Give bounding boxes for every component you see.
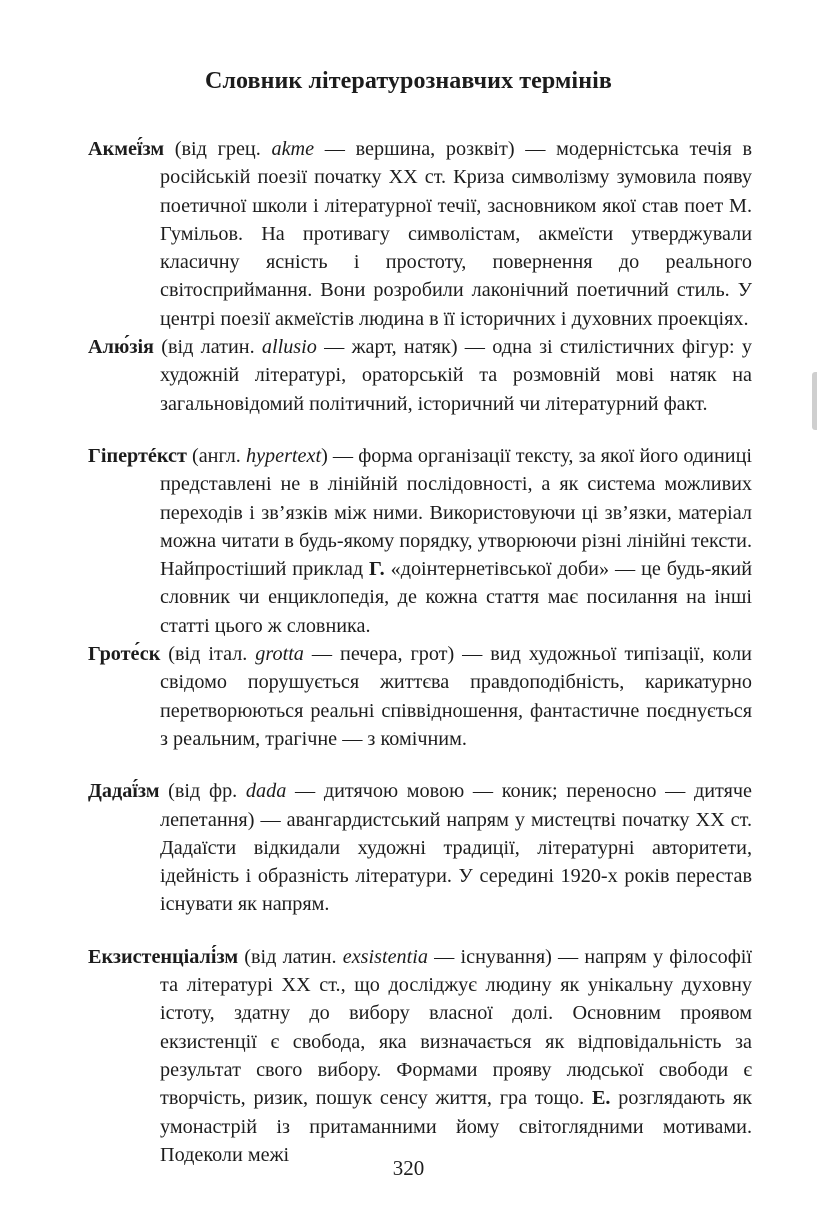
- entry-text: (від грец.: [164, 138, 272, 160]
- entry-text: — дитячою мовою — коник; переносно — дитяче лепетання) — авангардистський напрям у мистецтві початку XX ст. Дадаїсти відкидали художні традиції, літературні авторитети, ідейність і образність літератури. У середині 1920-х років перестав існувати як напрям.: [160, 780, 753, 916]
- scan-edge-shadow: [812, 372, 817, 430]
- entry-term: Гіпертéкст: [88, 444, 187, 467]
- glossary-entry-existentialism: [88, 943, 752, 1169]
- entry-text: — вершина, розквіт) — модерністська течія в російській поезії початку XX ст. Криза символізму зумовила появу поетичної школи і літературної течії, засновником якої став поет М. Гумільов. На противагу символістам, акмеїсти утверджували класичну ясність і простоту, повернення до реального світосприймання. Вони розробили лаконічний поетичний стиль. У центрі поезії акмеїстів людина в її історичних і духовних проекціях.: [160, 138, 752, 330]
- glossary-entry-allusion: [88, 333, 752, 418]
- entry-term: Дадаї́зм: [88, 780, 160, 803]
- entry-text: ) — форма організації тексту, за якої його одиниці представлені не в лінійній послідовності, а як система можливих переходів і зв’язків між ними. Використовуючи ці зв’язки, матеріал можна читати в будь-якому порядку, утворюючи різні лінійні тексти. Найпростіший приклад: [160, 444, 752, 581]
- entry-text: (англ.: [186, 444, 246, 467]
- entry-text: — жарт, натяк) — одна зі стилістичних фігур: у художній літературі, ораторській та розмовній мові натяк на загальновідомий політичний, історичний чи літературний факт.: [160, 336, 753, 415]
- entry-text: розглядають як умонастрій із притаманними йому світоглядними мотивами. Подеколи межі: [160, 1087, 752, 1166]
- entry-text: (від фр.: [159, 780, 246, 803]
- page-number: 320: [392, 1156, 425, 1180]
- entry-text: — існування) — напрям у філософії та літературі XX ст., що досліджує людину як унікальну духовну істоту, здатну до вибору власної долі. Основним проявом екзистенції є свобода, яка визначається як відповідальність за результат свого вибору. Формами прояву людської свободи є творчість, ризик, пошук сенсу життя, гра тощо.: [160, 945, 752, 1110]
- entry-text: (від італ.: [160, 643, 256, 666]
- glossary-entry-hypertext: [88, 442, 752, 640]
- entry-etymology: grotta: [255, 643, 304, 666]
- glossary-entry-grotesque: [88, 640, 752, 753]
- entry-etymology: hypertext: [245, 444, 322, 467]
- entry-term: Гроте́ск: [88, 643, 161, 666]
- entry-abbreviation: Е.: [591, 1087, 611, 1110]
- entry-term: Екзистенціалі́зм: [88, 945, 239, 968]
- entry-text: (від латин.: [153, 336, 262, 359]
- glossary-entry-dadaism: [88, 777, 752, 918]
- entry-etymology: exsistentia: [342, 945, 428, 968]
- entry-etymology: allusio: [261, 336, 317, 359]
- page-title: Словник літературознавчих термінів: [205, 68, 612, 94]
- entry-term: Акмеї́зм: [88, 138, 165, 160]
- entry-abbreviation: Г.: [369, 558, 385, 581]
- entry-text: — печера, грот) — вид художньої типізації, коли свідомо порушується життєва правдоподібність, карикатурно перетворюються реальні співвідношення, фантастичне поєднується з реальним, трагічне — з комічним.: [160, 643, 752, 750]
- entry-text: (від латин.: [238, 945, 343, 968]
- entry-etymology: dada: [245, 780, 287, 803]
- glossary-entries: [88, 135, 752, 1169]
- entry-text: «доінтернетівської доби» — це будь-який словник чи енциклопедія, де кожна стаття має посилання на інші статті цього ж словника.: [160, 558, 752, 637]
- entry-etymology: akme: [271, 138, 315, 160]
- glossary-entry-acmeism: [88, 135, 752, 333]
- entry-term: Алю́зія: [88, 336, 154, 359]
